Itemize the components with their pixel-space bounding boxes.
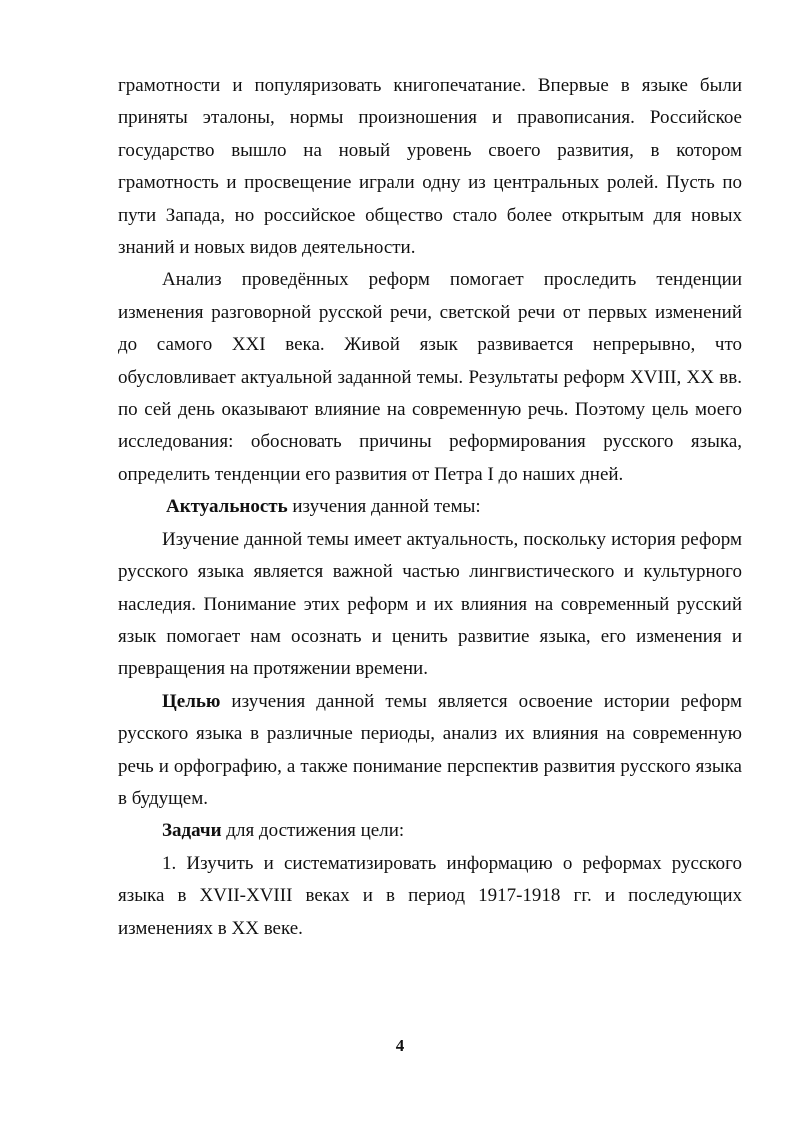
goal-label: Целью	[162, 690, 221, 712]
paragraph-analysis: Анализ проведённых реформ помогает проследить тенденции изменения разговорной русской речи, светской речи от первых изменений до самого XXI века. Живой язык развивается непрерывно, что обусловливает актуальной заданной темы. Результаты реформ XVIII, XX вв. по сей день оказывают влияние на современную речь. Поэтому цель моего исследования: обосновать причины реформирования русского языка, определить тенденции его развития от Петра I до наших дней.	[118, 269, 742, 485]
paragraph-relevance-heading	[118, 491, 742, 523]
goal-text: изучения данной темы является освоение истории реформ русского языка в различные периоды, анализ их влияния на современную речь и орфографию, а также понимание перспектив развития русского языка в будущем.	[118, 690, 742, 809]
tasks-heading-text: для достижения цели:	[221, 820, 405, 842]
relevance-heading-text: изучения данной темы:	[287, 496, 481, 518]
document-body	[118, 70, 742, 945]
tasks-label: Задачи	[162, 820, 222, 842]
paragraph-continuation: грамотности и популяризовать книгопечатание. Впервые в языке были приняты эталоны, нормы произношения и правописания. Российское государство вышло на новый уровень своего развития, в котором грамотность и просвещение играли одну из центральных ролей. Пусть по пути Запада, но российское общество стало более открытым для новых знаний и новых видов деятельности.	[118, 75, 742, 259]
paragraph-tasks-heading	[118, 815, 742, 847]
page-number: 4	[395, 1036, 405, 1055]
relevance-label: Актуальность	[166, 496, 288, 518]
task-item-1: 1. Изучить и систематизировать информацию о реформах русского языка в XVII-XVIII веках и в период 1917-1918 гг. и последующих изменениях в XX веке.	[118, 852, 742, 939]
paragraph-goal	[118, 686, 742, 816]
paragraph-relevance: Изучение данной темы имеет актуальность, поскольку история реформ русского языка является важной частью лингвистического и культурного наследия. Понимание этих реформ и их влияния на современный русский язык помогает нам осознать и ценить развитие языка, его изменения и превращения на протяжении времени.	[118, 528, 742, 680]
